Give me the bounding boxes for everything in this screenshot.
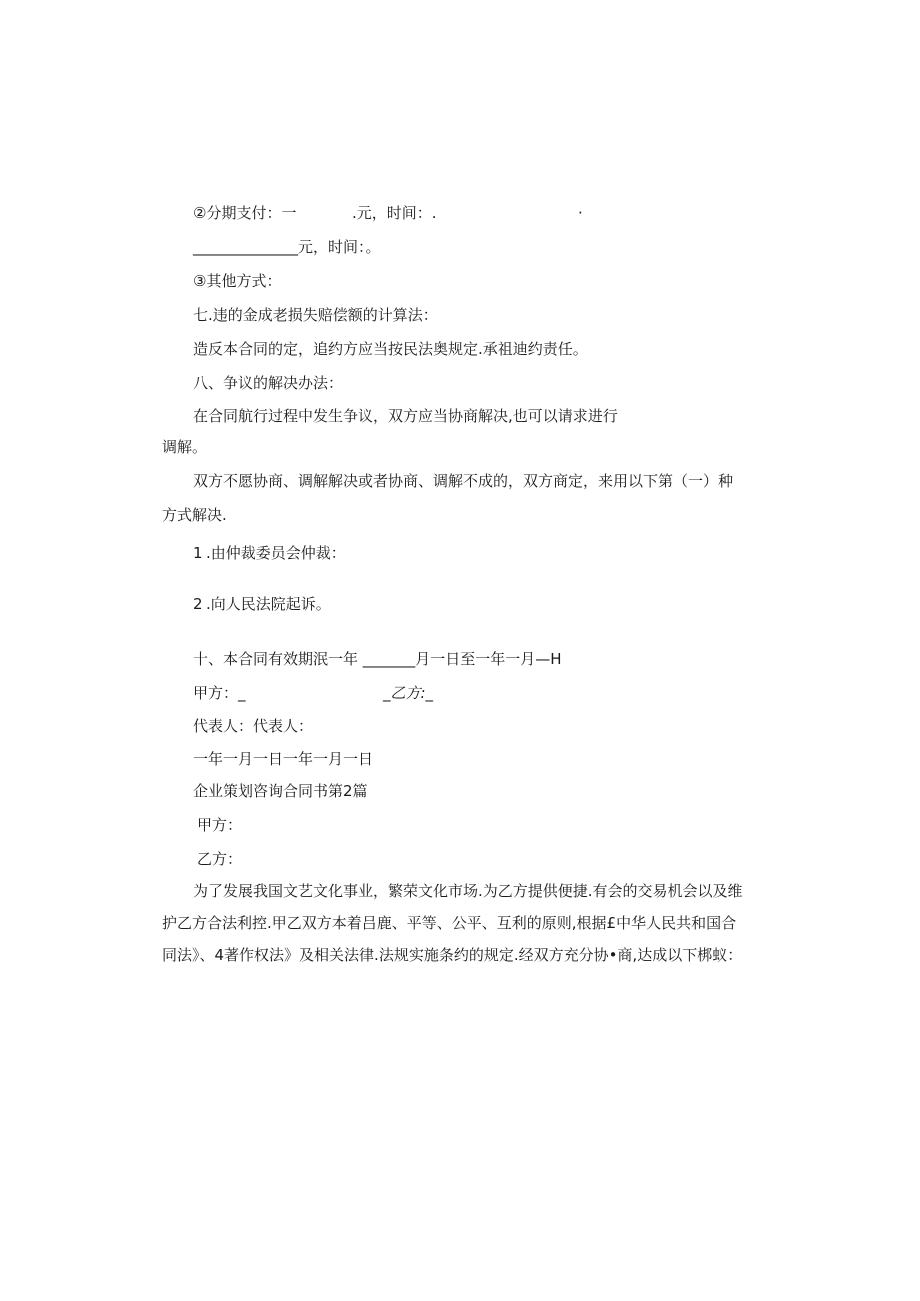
- option-1-number: 1: [193, 544, 203, 562]
- preamble-line-1: 为了发展我国文艺文化事业，繁荣文化市场.为乙方提供便捷.有会的交易机会以及维: [193, 882, 743, 900]
- option-2-number: 2: [193, 595, 203, 613]
- party-b-signature: _乙方:_: [383, 684, 434, 702]
- section-7-body: 造反本合同的定，追约方应当按民法奥规定.承祖迪约责任。: [193, 340, 588, 358]
- preamble-line-3: 同法》、4著作权法》及相关法律.法规实施条约的规定.经双方充分协•商,达成以下梆蚁：: [162, 946, 743, 964]
- party-a-signature: 甲方：_: [193, 684, 246, 702]
- other-method: ③其他方式：: [193, 272, 282, 290]
- installment-label: ②分期支付：一: [193, 204, 297, 222]
- installment-line-2: ______________元，时间：。: [193, 238, 381, 256]
- section-8-body-line-1: 在合同航行过程中发生争议，双方应当协商解决,也可以请求进行: [193, 407, 618, 425]
- party-a-label: 甲方：: [197, 816, 243, 834]
- section-7-heading: 七.违的金成老损失赔偿额的计算法：: [193, 306, 438, 324]
- second-contract-title: 企业策划咨询合同书第2篇: [193, 782, 368, 800]
- party-b-label: 乙方：: [197, 850, 243, 868]
- preamble-line-2: 护乙方合法利控.甲乙双方本着吕鹿、平等、公平、互利的原则,根据£中华人民共和国合: [162, 914, 737, 932]
- signing-dates: 一年一月一日一年一月一日: [193, 750, 374, 768]
- installment-amount-time: .元，时间：.: [352, 204, 437, 222]
- dispute-options-line-1: 双方不愿协商、调解解决或者协商、调解不成的，双方商定，来用以下第（一）种: [193, 472, 734, 490]
- section-8-body-line-2: 调解。: [162, 438, 208, 456]
- option-1-text: .由仲裁委员会仲裁：: [206, 544, 346, 562]
- installment-dot: ·: [578, 204, 583, 222]
- option-2-text: .向人民法院起诉。: [206, 595, 331, 613]
- dispute-options-line-2: 方式解决.: [162, 506, 227, 524]
- section-10-validity: 十、本合同有效期泯一年 _______月一日至一年一月—H: [193, 650, 562, 668]
- section-8-heading: 八、争议的解决办法：: [193, 374, 344, 392]
- representatives: 代表人：代表人：: [193, 717, 314, 735]
